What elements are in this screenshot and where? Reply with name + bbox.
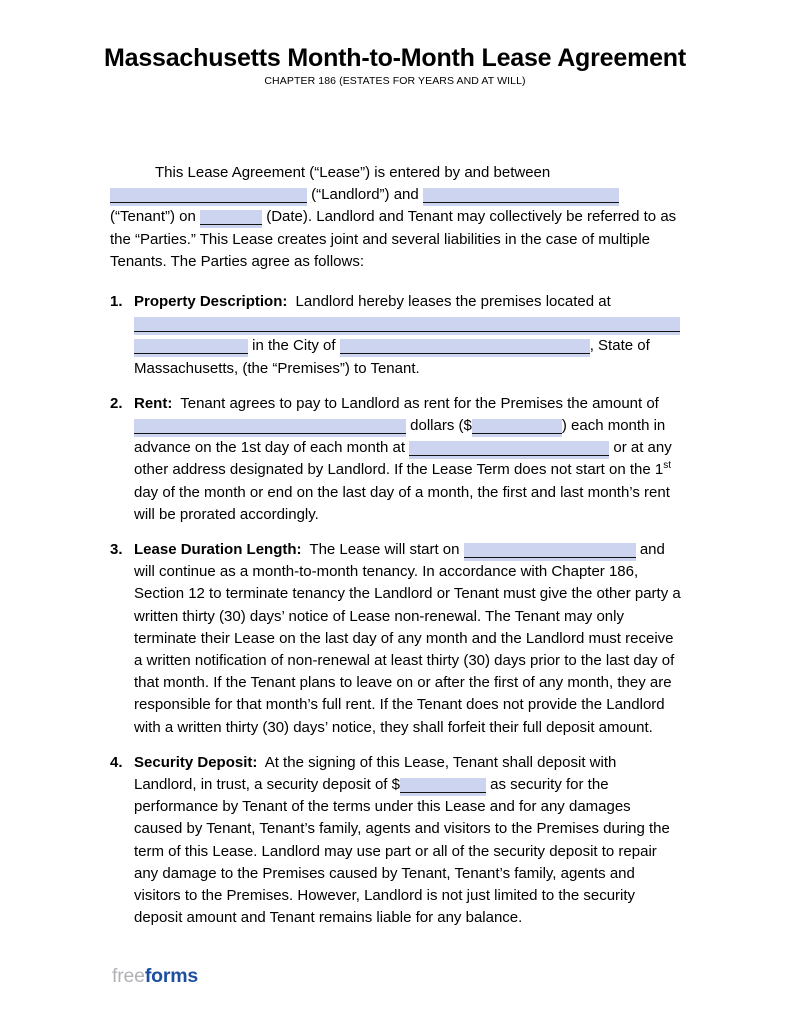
ordinal-suffix: st: [663, 460, 672, 472]
city-field[interactable]: [340, 339, 590, 354]
section-rent-body: [134, 393, 682, 526]
section-property-heading: Property Description:: [134, 293, 288, 311]
deposit-text-1: At the signing of this Lease, Tenant shall deposit with Landlord, in trust, a security deposit of $: [134, 753, 617, 794]
landlord-name-field[interactable]: [110, 188, 307, 203]
section-rent-heading: Rent:: [134, 394, 173, 412]
section-property-description: [110, 291, 682, 380]
logo-text-free: free: [112, 965, 145, 987]
rent-text-4: or at any other address designated by Landlord. If the Lease Term does not start on the 1: [134, 439, 672, 479]
section-property-body: [134, 291, 682, 380]
logo-text-forms: forms: [144, 965, 198, 987]
section-security-deposit: [110, 752, 682, 930]
security-deposit-amount-field[interactable]: [400, 778, 486, 793]
property-address-field-continued[interactable]: [134, 339, 248, 354]
duration-text-2: and will continue as a month-to-month tenancy. In accordance with Chapter 186, Section 12 to terminate tenancy the Landlord or Tenant must give the other party a written thirty (30) days’ notice of Lease non-renewal. The Tenant may only terminate their Lease on the last day of any month and the Landlord must receive a written notification of non-renewal at least thirty (30) days prior to the last day of that month. If the Tenant plans to leave on or after the first of any month, they are responsible for that month’s full rent. If the Tenant does not provide the Landlord with a written thirty (30) days’ notice, they shall forfeit their full deposit amount.: [134, 541, 681, 736]
section-number: 4.: [110, 753, 123, 771]
intro-landlord-label-text: (“Landlord”) and: [307, 186, 423, 204]
intro-opening-text: This Lease Agreement (“Lease”) is entered by and between: [155, 164, 551, 181]
section-lease-duration: [110, 539, 682, 739]
intro-closing-text: (Date). Landlord and Tenant may collectively be referred to as the “Parties.” This Lease creates joint and several liabilities in the case of multiple Tenants. The Parties agree as follows:: [110, 208, 677, 270]
tenant-name-field[interactable]: [423, 188, 619, 203]
property-text-2: in the City of: [248, 337, 340, 355]
duration-text-1: The Lease will start on: [309, 541, 464, 559]
intro-tenant-label-text: (“Tenant”) on: [110, 208, 201, 226]
section-duration-heading: Lease Duration Length:: [134, 541, 302, 559]
lease-start-date-field[interactable]: [464, 543, 636, 558]
document-body: [110, 162, 682, 943]
rent-text-5: day of the month or end on the last day of a month, the first and last month’s rent will be prorated accordingly.: [134, 483, 670, 523]
rent-text-2: dollars ($: [406, 417, 472, 435]
property-address-field-line[interactable]: [134, 317, 680, 332]
section-duration-body: [134, 539, 682, 739]
rent-amount-numeric-field[interactable]: [472, 419, 562, 434]
property-text-3: , State of Massachusetts, (the “Premises”) to Tenant.: [134, 337, 650, 377]
section-number: 2.: [110, 394, 123, 412]
section-number: 3.: [110, 541, 123, 559]
document-title: Massachusetts Month-to-Month Lease Agreement: [103, 44, 686, 72]
section-deposit-body: [134, 752, 682, 930]
rent-text-1: Tenant agrees to pay to Landlord as rent for the Premises the amount of: [180, 394, 659, 412]
section-rent: [110, 393, 682, 526]
rent-text-3: ) each month in advance on the 1st day of each month at: [134, 417, 666, 457]
rent-amount-words-field[interactable]: [134, 419, 406, 434]
section-number: 1.: [110, 293, 123, 311]
section-deposit-heading: Security Deposit:: [134, 753, 258, 771]
deposit-text-2: as security for the performance by Tenant of the terms under this Lease and for any damages caused by Tenant, Tenant’s family, agents and visitors to the Premises during the term of this Lease. Landlord may use part or all of the security deposit to repair any damage to the Premises caused by Tenant, Tenant’s family, agents and visitors to the Premises. However, Landlord is not just limited to the security deposit amount and Tenant remains liable for any balance.: [134, 776, 670, 927]
rent-payment-address-field[interactable]: [409, 441, 609, 456]
document-subtitle: CHAPTER 186 (ESTATES FOR YEARS AND AT WILL): [264, 75, 526, 87]
date-field[interactable]: [200, 210, 262, 225]
intro-paragraph: [110, 162, 682, 273]
freeforms-logo: [112, 964, 198, 988]
property-text-1: Landlord hereby leases the premises located at: [295, 293, 611, 311]
